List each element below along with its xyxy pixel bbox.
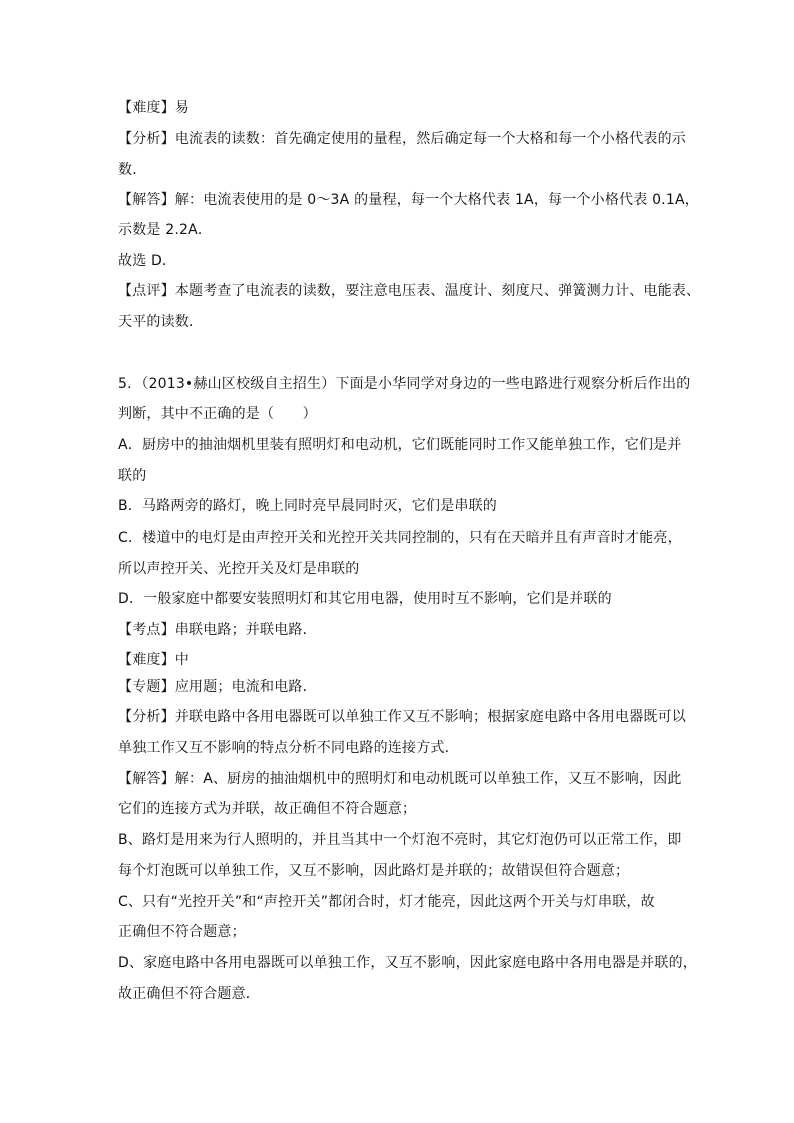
answer-c-line: C、只有“光控开关”和“声控开关”都闭合时，灯才能亮，因此这两个开关与灯串联，故 [118,894,655,910]
question-line: 5．（2013•赫山区校级自主招生）下面是小华同学对身边的一些电路进行观察分析后作出的 [118,376,691,392]
answer-line-2-cont: 它们的连接方式为并联，故正确但不符合题意； [118,801,417,817]
answer-line: 【解答】解：电流表使用的是 0～3A 的量程，每一个大格代表 1A，每一个小格代表 0.1A， [118,192,699,208]
difficulty-line-2: 【难度】中 [118,652,189,668]
comment-line: 【点评】本题考查了电流表的读数，要注意电压表、温度计、刻度尺、弹簧测力计、电能表、 [118,283,701,299]
option-a-line-cont: 联的 [118,468,147,484]
choice-line: 故选 D． [118,253,177,269]
analysis-line-2: 【分析】并联电路中各用电器既可以单独工作又互不影响；根据家庭电路中各用电器既可以 [118,709,686,725]
analysis-line-2-cont: 单独工作又互不影响的特点分析不同电路的连接方式． [118,740,459,756]
option-a-line: A．厨房中的抽油烟机里装有照明灯和电动机，它们既能同时工作又能单独工作，它们是并 [118,437,682,453]
option-c-line: C．楼道中的电灯是由声控开关和光控开关共同控制的，只有在天暗并且有声音时才能亮， [118,530,682,546]
option-b-line: B．马路两旁的路灯，晚上同时亮早晨同时灭，它们是串联的 [118,498,498,514]
answer-d-line: D、家庭电路中各用电器既可以单独工作，又互不影响，因此家庭电路中各用电器是并联的， [118,955,697,971]
difficulty-line: 【难度】易 [118,100,189,116]
answer-b-line-cont: 每个灯泡既可以单独工作，又互不影响，因此路灯是并联的；故错误但符合题意； [118,863,630,879]
answer-line-2: 【解答】解：A、厨房的抽油烟机中的照明灯和电动机既可以单独工作，又互不影响，因此 [118,771,682,787]
topic-line: 【专题】应用题；电流和电路． [118,679,317,695]
answer-d-line-cont: 故正确但不符合题意． [118,986,260,1002]
option-c-line-cont: 所以声控开关、光控开关及灯是串联的 [118,561,360,577]
answer-line-cont: 示数是 2.2A． [118,222,213,238]
option-d-line: D．一般家庭中都要安装照明灯和其它用电器，使用时互不影响，它们是并联的 [118,591,612,607]
comment-line-cont: 天平的读数． [118,314,204,330]
analysis-line: 【分析】电流表的读数：首先确定使用的量程，然后确定每一个大格和每一个小格代表的示 [118,131,686,147]
knowledge-point-line: 【考点】串联电路；并联电路． [118,622,317,638]
question-line-cont: 判断，其中不正确的是（ ） [118,406,317,422]
answer-b-line: B、路灯是用来为行人照明的，并且当其中一个灯泡不亮时，其它灯泡仍可以正常工作，即 [118,832,682,848]
analysis-line-cont: 数． [118,162,147,178]
answer-c-line-cont: 正确但不符合题意； [118,924,246,940]
